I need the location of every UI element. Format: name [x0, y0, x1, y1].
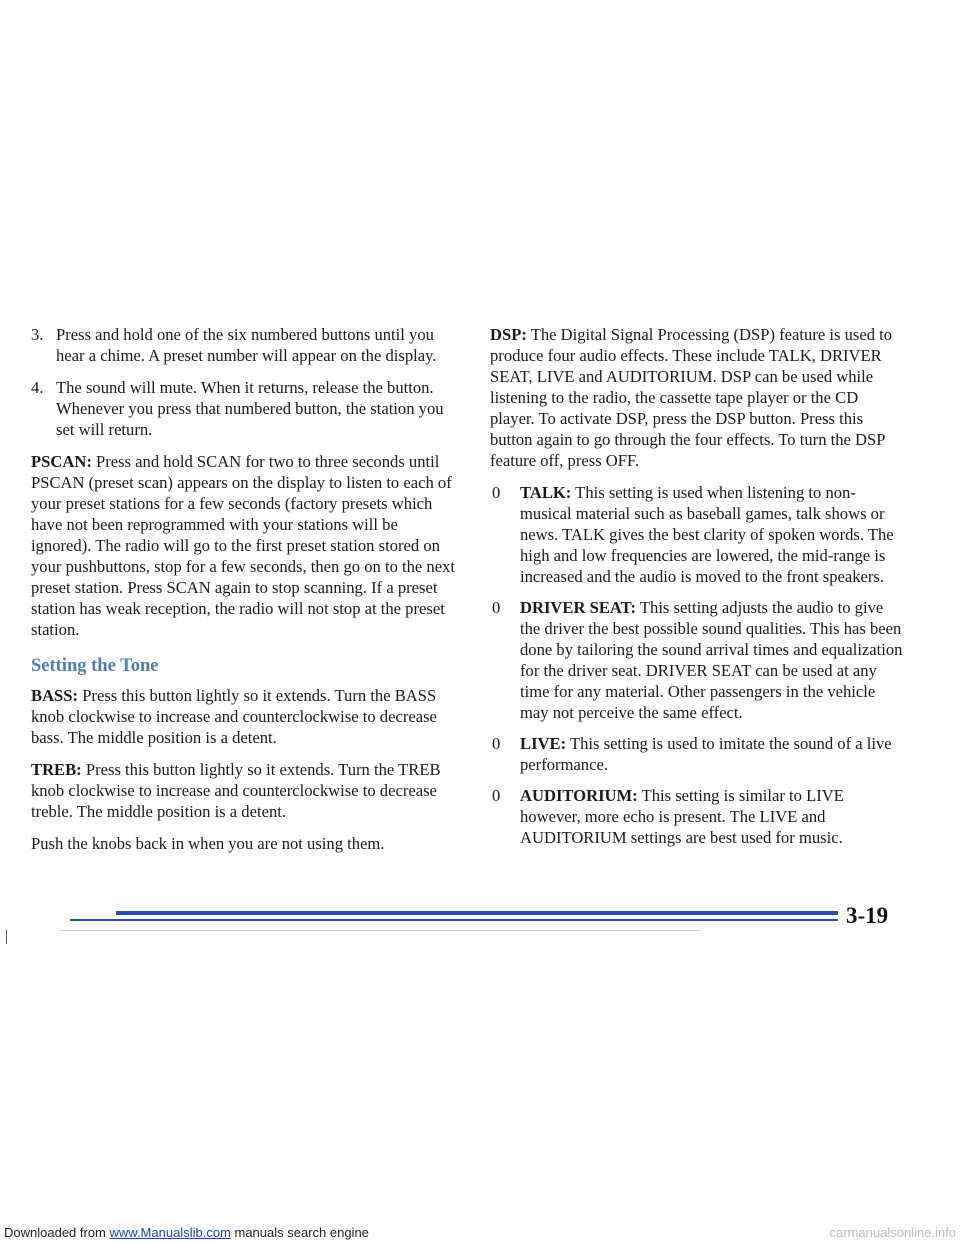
bullet-text: [520, 733, 906, 775]
bullet-text: [520, 597, 906, 723]
page-footer-rule: [0, 897, 960, 937]
step-text: Press and hold one of the six numbered buttons until you hear a chime. A preset number will appear on the display.: [56, 325, 437, 365]
treb-paragraph: [31, 759, 455, 822]
left-column: [31, 324, 455, 865]
treb-text: Press this button lightly so it extends. Turn the TREB knob clockwise to increase and counterclockwise to decrease treble. The middle position is a detent.: [31, 760, 441, 821]
bullet-body: This setting is used when listening to non-musical material such as baseball games, talk shows or news. TALK gives the best clarity of spoken words. The high and low frequencies are lowered, the mid-range is increased and the audio is moved to the front speakers.: [520, 483, 894, 586]
bullet-text: [520, 482, 906, 587]
bullet-item-driver-seat: [490, 597, 906, 723]
bass-term: BASS:: [31, 686, 79, 705]
bullet-item-talk: [490, 482, 906, 587]
pscan-term: PSCAN:: [31, 452, 92, 471]
pscan-text: Press and hold SCAN for two to three seconds until PSCAN (preset scan) appears on the display to listen to each of your preset stations for a few seconds (factory presets which have not been reprogrammed with your stations will be ignored). The radio will go to the first preset station stored on your pushbuttons, stop for a few seconds, then go on to the next preset station. Press SCAN again to stop scanning. If a preset station has weak reception, the radio will not stop at the preset station.: [31, 452, 455, 639]
step-item: [31, 377, 455, 440]
download-footer: [0, 1223, 960, 1242]
footer-suffix: manuals search engine: [230, 1225, 369, 1240]
footer-watermark: carmanualsonline.info: [829, 1225, 956, 1240]
bullet-text: [520, 785, 906, 848]
footer-source: [4, 1223, 369, 1242]
right-column: [490, 324, 906, 848]
bullet-term: DRIVER SEAT:: [520, 598, 637, 617]
rule-thin: [70, 919, 838, 921]
dsp-term: DSP:: [490, 325, 527, 344]
step-number: 4.: [31, 378, 44, 397]
bass-paragraph: [31, 685, 455, 748]
bullet-item-auditorium: [490, 785, 906, 848]
footer-prefix: Downloaded from: [4, 1225, 110, 1240]
dsp-text: The Digital Signal Processing (DSP) feature is used to produce four audio effects. These include TALK, DRIVER SEAT, LIVE and AUDITORIUM. DSP can be used while listening to the radio, the cassette tape player or the CD player. To activate DSP, press the DSP button. Press this button again to go through the four effects. To turn the DSP feature off, press OFF.: [490, 325, 893, 470]
bullet-mark: 0: [492, 734, 501, 753]
bullet-body: This setting adjusts the audio to give the driver the best possible sound qualities. This has been done by tailoring the sound arrival times and equalization for the driver seat. DRIVER SEAT can be used at any time for any material. Other passengers in the vehicle may not perceive the same effect.: [520, 598, 903, 722]
treb-term: TREB:: [31, 760, 82, 779]
bullet-mark: 0: [492, 598, 501, 617]
rule-thick: [116, 911, 838, 915]
bullet-term: TALK:: [520, 483, 572, 502]
bullet-mark: 0: [492, 786, 501, 805]
step-item: [31, 324, 455, 366]
manualslib-link[interactable]: www.Manualslib.com: [109, 1225, 231, 1240]
rule-faint: [60, 930, 700, 931]
tone-heading: Setting the Tone: [31, 656, 159, 676]
bullet-body: This setting is used to imitate the sound of a live performance.: [520, 734, 892, 774]
corner-tick: [6, 930, 7, 944]
bullet-body: This setting is similar to LIVE however, more echo is present. The LIVE and AUDITORIUM settings are best used for music.: [520, 786, 844, 847]
push-knobs-paragraph: Push the knobs back in when you are not using them.: [31, 834, 385, 853]
step-number: 3.: [31, 325, 44, 344]
step-text: The sound will mute. When it returns, release the button. Whenever you press that numbered button, the station you set will return.: [56, 378, 444, 439]
bullet-term: LIVE:: [520, 734, 567, 753]
bullet-term: AUDITORIUM:: [520, 786, 638, 805]
page-number: 3-19: [846, 903, 889, 928]
pscan-paragraph: [31, 451, 455, 640]
dsp-paragraph: [490, 324, 906, 471]
bass-text: Press this button lightly so it extends. Turn the BASS knob clockwise to increase and counterclockwise to decrease bass. The middle position is a detent.: [31, 686, 437, 747]
bullet-item-live: [490, 733, 906, 775]
bullet-mark: 0: [492, 483, 501, 502]
